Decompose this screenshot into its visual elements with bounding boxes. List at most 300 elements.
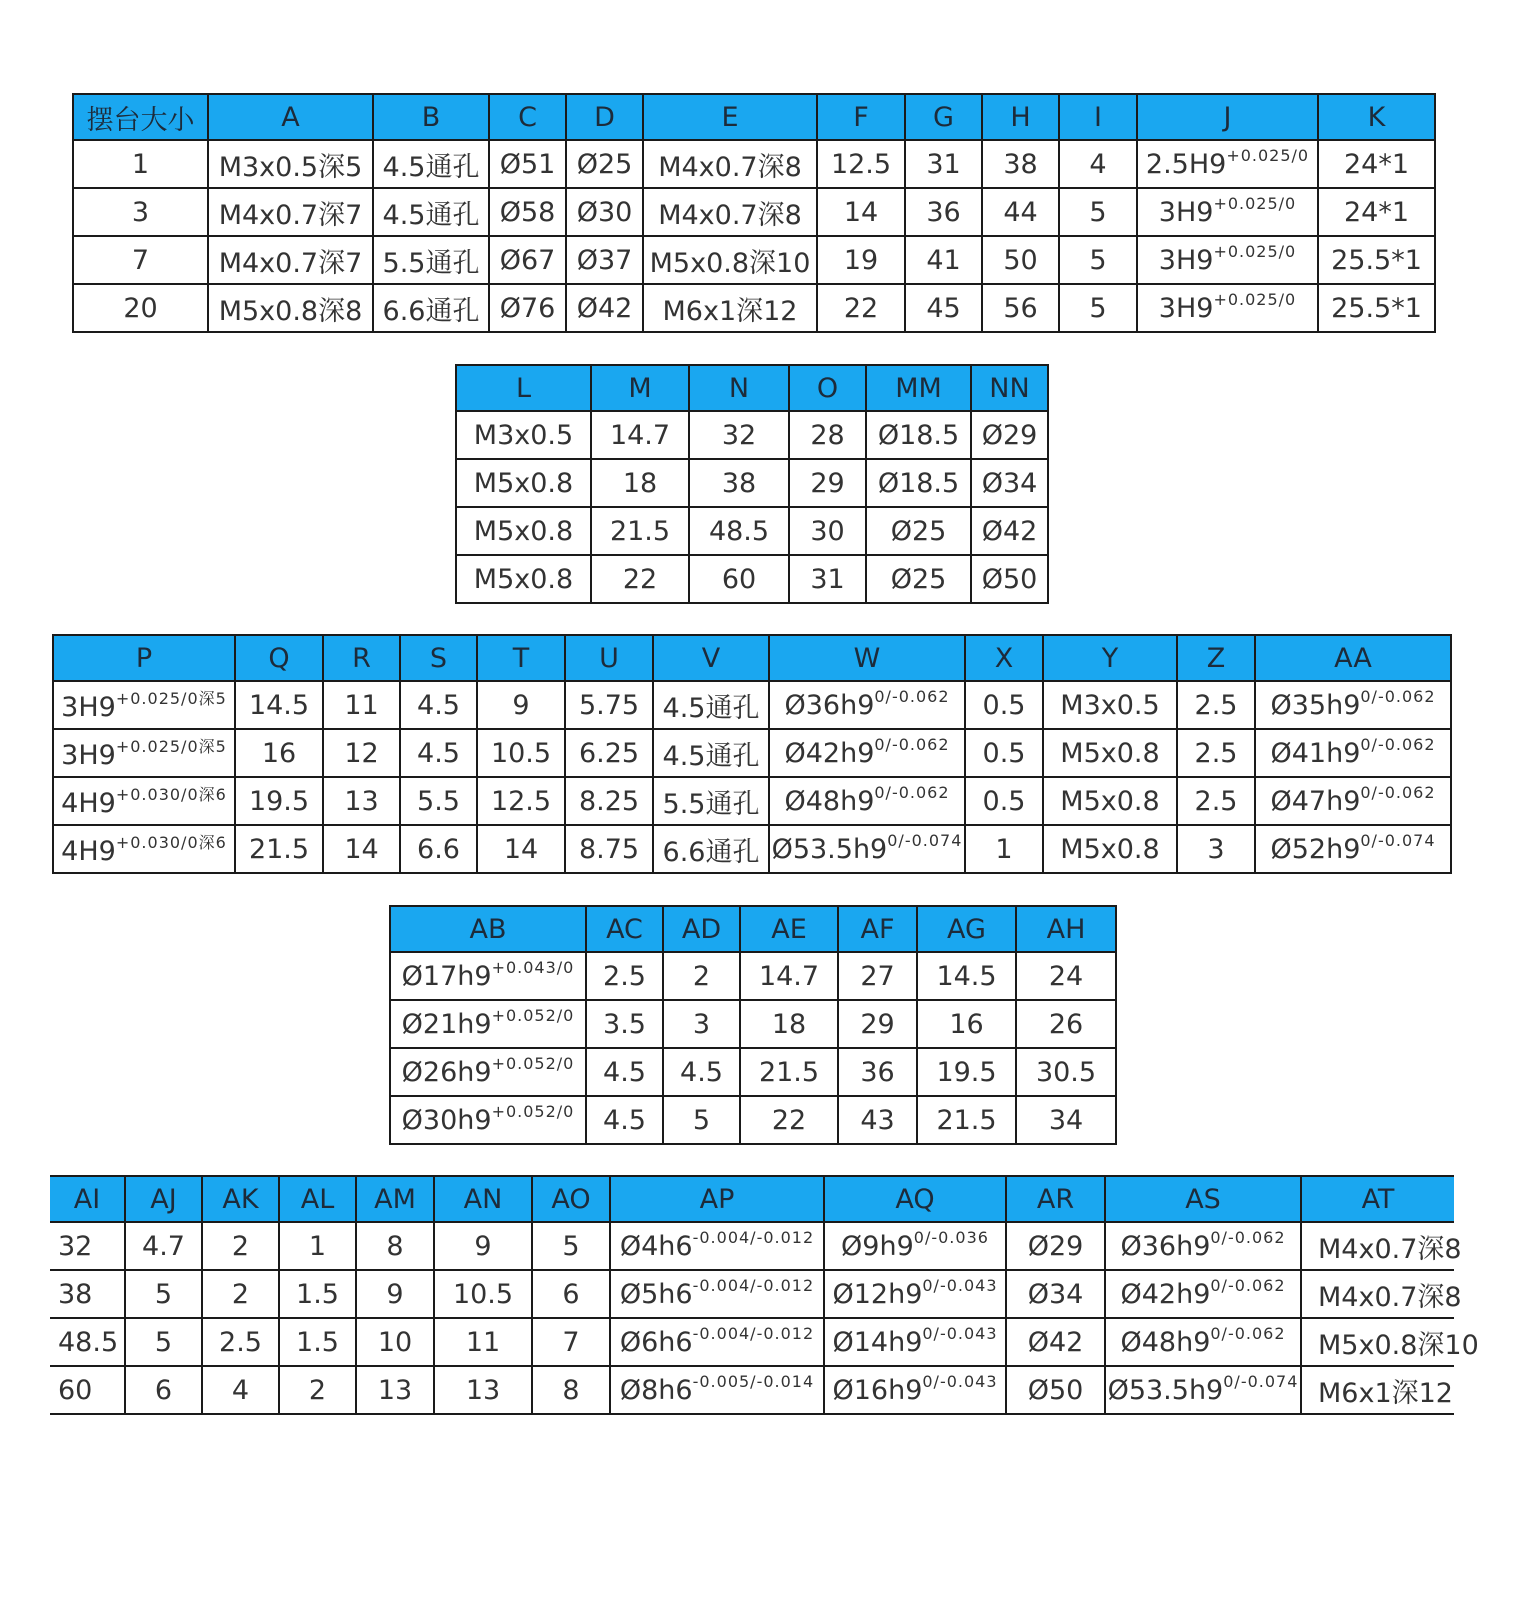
table-cell: [489, 236, 566, 284]
table-cell: [73, 140, 208, 188]
column-header: AK: [202, 1176, 279, 1222]
table-cell: [390, 1048, 586, 1096]
table-cell: [1105, 1222, 1301, 1270]
table-cell: [489, 188, 566, 236]
cell-value: 3: [1207, 833, 1225, 865]
table-cell: [125, 1270, 202, 1318]
table-cell: [653, 825, 769, 873]
table-cell: [817, 188, 905, 236]
table-cell: [769, 729, 965, 777]
table-cell: [434, 1318, 532, 1366]
table-cell: [866, 555, 971, 603]
cell-value: 60: [58, 1374, 93, 1406]
tolerance-superscript: 0/-0.062: [1360, 735, 1436, 754]
table-cell: [235, 681, 323, 729]
cell-value: Ø58: [499, 196, 556, 228]
cell-value: Ø36h9: [784, 690, 875, 721]
cell-value: 1.5: [296, 1326, 339, 1358]
table-cell: [740, 952, 838, 1000]
cell-value: Ø36h9: [1120, 1231, 1211, 1262]
cell-value: 14.5: [936, 960, 997, 992]
cell-value: Ø42: [1027, 1326, 1084, 1358]
tolerance-superscript: -0.004/-0.012: [692, 1228, 815, 1247]
tolerance-superscript: 0/-0.062: [874, 735, 950, 754]
table-cell: [663, 1000, 740, 1048]
table-row: [50, 1222, 1454, 1270]
table-cell: [789, 507, 866, 555]
table-cell: [489, 284, 566, 332]
cell-value: 2: [231, 1278, 250, 1310]
table-cell: [643, 284, 817, 332]
table-cell: [769, 825, 965, 873]
cell-value: 21.5: [758, 1056, 820, 1088]
tolerance-superscript: +0.052/0: [491, 1054, 575, 1073]
table-cell: [905, 188, 982, 236]
table-cell: [202, 1318, 279, 1366]
column-header: J: [1137, 94, 1318, 140]
column-header: Y: [1043, 635, 1177, 681]
cell-value: 8: [562, 1374, 580, 1406]
cell-value: 38: [58, 1278, 93, 1310]
table-cell: [1105, 1366, 1301, 1414]
tolerance-superscript: 0/-0.062: [1360, 687, 1436, 706]
table-cell: [917, 1000, 1016, 1048]
table-cell: [789, 411, 866, 459]
table-cell: [1177, 681, 1255, 729]
table-cell: [356, 1318, 434, 1366]
table-cell: [586, 1000, 663, 1048]
table-cell: [1059, 284, 1137, 332]
cell-value: 16: [261, 737, 297, 769]
table-cell: [591, 459, 689, 507]
cell-value: 14.7: [758, 960, 820, 992]
cell-value: 13: [377, 1374, 413, 1406]
table-cell: [489, 140, 566, 188]
table-cell: [125, 1366, 202, 1414]
cell-value: 10.5: [452, 1278, 514, 1310]
cell-value: 9: [512, 689, 530, 721]
table-cell: [50, 1366, 125, 1414]
cell-value: Ø26h9: [401, 1057, 492, 1088]
table-cell: [643, 188, 817, 236]
cell-value: Ø42: [981, 515, 1038, 547]
table-cell: [373, 140, 489, 188]
column-header: W: [769, 635, 965, 681]
cell-value: 21.5: [936, 1104, 997, 1136]
table-cell: [653, 681, 769, 729]
cell-value: 12.5: [490, 785, 552, 817]
table-cell: [434, 1366, 532, 1414]
column-header: 摆台大小: [73, 94, 208, 140]
column-header: AI: [50, 1176, 125, 1222]
cell-value: M6x1深12: [1318, 1377, 1453, 1409]
table-cell: [866, 507, 971, 555]
column-header: AQ: [824, 1176, 1006, 1222]
cell-value: M3x0.5深5: [218, 151, 363, 183]
table-cell: [53, 777, 235, 825]
table-cell: [838, 1000, 917, 1048]
table-row: [390, 1048, 1116, 1096]
cell-value: Ø34: [1027, 1278, 1084, 1310]
cell-value: Ø42: [576, 292, 633, 324]
table-cell: [591, 555, 689, 603]
table-cell: [769, 681, 965, 729]
cell-value: 8: [386, 1230, 404, 1262]
column-header: O: [789, 365, 866, 411]
table-cell: [235, 777, 323, 825]
table-cell: [566, 236, 643, 284]
table-cell: [982, 140, 1059, 188]
table-cell: [689, 555, 789, 603]
table-row: [53, 825, 1451, 873]
cell-value: Ø42h9: [784, 738, 875, 769]
cell-value: 3H9: [1158, 245, 1214, 276]
cell-value: 4.7: [142, 1230, 185, 1262]
column-header: R: [323, 635, 400, 681]
table-cell: [1255, 825, 1451, 873]
cell-value: 8.75: [578, 833, 640, 865]
table-cell: [769, 777, 965, 825]
cell-value: Ø9h9: [841, 1231, 914, 1262]
table-cell: [279, 1366, 356, 1414]
table-cell: [1255, 681, 1451, 729]
tolerance-superscript: +0.030/0深6: [115, 832, 227, 852]
spec-table-4: [389, 905, 1117, 1145]
table-cell: [400, 825, 477, 873]
table-cell: [1137, 236, 1318, 284]
table-cell: [1301, 1270, 1462, 1318]
table-cell: [982, 236, 1059, 284]
column-header: L: [456, 365, 591, 411]
table-cell: [565, 777, 653, 825]
cell-value: 31: [810, 563, 845, 595]
table-row: [53, 777, 1451, 825]
cell-value: Ø30: [576, 196, 633, 228]
table-cell: [1016, 1096, 1116, 1144]
table-cell: [965, 729, 1043, 777]
column-header: H: [982, 94, 1059, 140]
table-cell: [434, 1270, 532, 1318]
column-header: N: [689, 365, 789, 411]
table-cell: [1105, 1270, 1301, 1318]
cell-value: M4x0.7深8: [1318, 1233, 1462, 1265]
table-cell: [400, 729, 477, 777]
cell-value: 2.5: [1194, 785, 1238, 817]
cell-value: Ø29: [981, 419, 1038, 451]
cell-value: 30.5: [1035, 1056, 1097, 1088]
table-cell: [1255, 729, 1451, 777]
table-cell: [789, 459, 866, 507]
table-cell: [477, 681, 565, 729]
table-cell: [73, 284, 208, 332]
table-cell: [1016, 1000, 1116, 1048]
tolerance-superscript: 0/-0.043: [922, 1276, 998, 1295]
table-cell: [1043, 681, 1177, 729]
column-header: AD: [663, 906, 740, 952]
cell-value: 19: [843, 244, 879, 276]
table-cell: [73, 236, 208, 284]
header-row: [53, 635, 1451, 681]
table-cell: [373, 188, 489, 236]
table-cell: [610, 1270, 824, 1318]
table-cell: [689, 411, 789, 459]
tolerance-superscript: +0.043/0: [491, 958, 575, 977]
table-cell: [323, 729, 400, 777]
cell-value: Ø48h9: [1120, 1327, 1211, 1358]
table-cell: [1043, 729, 1177, 777]
cell-value: 38: [1003, 148, 1038, 180]
cell-value: Ø4h6: [619, 1231, 693, 1262]
table-row: [73, 188, 1435, 236]
cell-value: 5: [692, 1104, 711, 1136]
cell-value: 1.5: [296, 1278, 339, 1310]
table-cell: [740, 1048, 838, 1096]
cell-value: M5x0.8: [1060, 785, 1160, 817]
table-cell: [824, 1366, 1006, 1414]
table-cell: [202, 1270, 279, 1318]
column-header: AS: [1105, 1176, 1301, 1222]
tolerance-superscript: 0/-0.062: [874, 687, 950, 706]
cell-value: 5.5: [417, 785, 460, 817]
cell-value: 56: [1003, 292, 1038, 324]
table-cell: [125, 1222, 202, 1270]
table-cell: [323, 777, 400, 825]
cell-value: 6: [562, 1278, 580, 1310]
table-cell: [279, 1222, 356, 1270]
table-cell: [817, 236, 905, 284]
table-cell: [1043, 825, 1177, 873]
cell-value: 1: [308, 1230, 327, 1262]
table-row: [390, 952, 1116, 1000]
table-cell: [1318, 284, 1435, 332]
table-cell: [965, 777, 1043, 825]
table-row: [53, 729, 1451, 777]
table-cell: [610, 1366, 824, 1414]
column-header: AH: [1016, 906, 1116, 952]
cell-value: Ø5h6: [619, 1279, 693, 1310]
cell-value: 6.6通孔: [662, 836, 760, 868]
table-cell: [965, 825, 1043, 873]
table-cell: [982, 284, 1059, 332]
cell-value: Ø17h9: [401, 961, 492, 992]
table-cell: [1318, 188, 1435, 236]
table-row: [73, 236, 1435, 284]
table-cell: [982, 188, 1059, 236]
table-cell: [838, 1096, 917, 1144]
cell-value: 14: [503, 833, 539, 865]
cell-value: 19.5: [936, 1056, 997, 1088]
cell-value: 21.5: [248, 833, 310, 865]
column-header: M: [591, 365, 689, 411]
cell-value: 20: [123, 292, 158, 324]
column-header: Q: [235, 635, 323, 681]
spec-table-2: [455, 364, 1049, 604]
cell-value: Ø51: [499, 148, 556, 180]
column-header: C: [489, 94, 566, 140]
table-cell: [1301, 1318, 1479, 1366]
cell-value: 6.25: [578, 737, 640, 769]
cell-value: 50: [1003, 244, 1038, 276]
table-cell: [1105, 1318, 1301, 1366]
cell-value: 4.5: [680, 1056, 723, 1088]
cell-value: 3: [692, 1008, 711, 1040]
table-cell: [905, 140, 982, 188]
cell-value: Ø35h9: [1270, 690, 1361, 721]
column-header: MM: [866, 365, 971, 411]
table-cell: [653, 729, 769, 777]
cell-value: 11: [344, 689, 379, 721]
cell-value: 1: [995, 833, 1013, 865]
cell-value: 26: [1048, 1008, 1084, 1040]
header-row: [73, 94, 1435, 140]
cell-value: 60: [721, 563, 757, 595]
table-cell: [1006, 1318, 1105, 1366]
cell-value: M4x0.7深7: [218, 199, 363, 231]
table-cell: [917, 1096, 1016, 1144]
cell-value: 14.7: [609, 419, 671, 451]
table-cell: [1059, 188, 1137, 236]
table-cell: [373, 236, 489, 284]
table-cell: [689, 459, 789, 507]
table-row: [390, 1096, 1116, 1144]
cell-value: Ø16h9: [832, 1375, 923, 1406]
table-cell: [356, 1270, 434, 1318]
table-row: [456, 459, 1048, 507]
table-cell: [565, 729, 653, 777]
cell-value: 2.5: [219, 1326, 262, 1358]
cell-value: 25.5*1: [1331, 244, 1422, 276]
table-cell: [323, 825, 400, 873]
cell-value: 4.5通孔: [382, 199, 480, 231]
cell-value: 0.5: [982, 689, 1026, 721]
header-row: [456, 365, 1048, 411]
cell-value: Ø18.5: [877, 467, 960, 499]
cell-value: M3x0.5: [1060, 689, 1160, 721]
table-cell: [456, 507, 591, 555]
tolerance-superscript: 0/-0.074: [1360, 831, 1436, 850]
cell-value: Ø25: [576, 148, 633, 180]
cell-value: 5.5通孔: [662, 788, 760, 820]
column-header: V: [653, 635, 769, 681]
cell-value: 12: [344, 737, 379, 769]
column-header: AF: [838, 906, 917, 952]
table-cell: [532, 1270, 610, 1318]
cell-value: 9: [386, 1278, 404, 1310]
cell-value: 2.5: [1194, 689, 1238, 721]
column-header: D: [566, 94, 643, 140]
cell-value: 2.5: [603, 960, 646, 992]
table-cell: [965, 681, 1043, 729]
table-row: [73, 140, 1435, 188]
table-row: [456, 411, 1048, 459]
table-cell: [566, 140, 643, 188]
cell-value: 9: [474, 1230, 492, 1262]
cell-value: 43: [860, 1104, 895, 1136]
table-cell: [838, 1048, 917, 1096]
table-cell: [905, 236, 982, 284]
cell-value: 28: [810, 419, 845, 451]
table-cell: [586, 1096, 663, 1144]
cell-value: 5: [562, 1230, 580, 1262]
tolerance-superscript: 0/-0.062: [1210, 1276, 1286, 1295]
cell-value: 4H9: [61, 787, 116, 819]
cell-value: Ø14h9: [832, 1327, 923, 1358]
tolerance-superscript: 0/-0.062: [874, 783, 950, 802]
table-cell: [971, 555, 1048, 603]
cell-value: 2: [692, 960, 711, 992]
table-cell: [643, 140, 817, 188]
table-cell: [838, 952, 917, 1000]
table-cell: [532, 1366, 610, 1414]
column-header: AB: [390, 906, 586, 952]
cell-value: 5.5通孔: [382, 247, 480, 279]
cell-value: Ø41h9: [1270, 738, 1361, 769]
table-cell: [208, 236, 373, 284]
table-cell: [1301, 1366, 1454, 1414]
table-cell: [566, 188, 643, 236]
cell-value: 5: [154, 1278, 173, 1310]
table-cell: [477, 777, 565, 825]
cell-value: Ø53.5h9: [771, 834, 888, 865]
table-cell: [50, 1318, 125, 1366]
cell-value: 19.5: [248, 785, 310, 817]
table-row: [50, 1318, 1454, 1366]
cell-value: Ø30h9: [401, 1105, 492, 1136]
cell-value: 14: [843, 196, 879, 228]
cell-value: 22: [771, 1104, 807, 1136]
table-cell: [586, 952, 663, 1000]
table-cell: [390, 1096, 586, 1144]
cell-value: Ø42h9: [1120, 1279, 1211, 1310]
table-cell: [235, 729, 323, 777]
table-cell: [202, 1366, 279, 1414]
table-cell: [591, 411, 689, 459]
table-cell: [610, 1318, 824, 1366]
cell-value: 2.5: [1194, 737, 1238, 769]
cell-value: 6.6: [417, 833, 460, 865]
cell-value: 11: [465, 1326, 501, 1358]
column-header: F: [817, 94, 905, 140]
tolerance-superscript: +0.025/0: [1226, 146, 1310, 165]
cell-value: Ø6h6: [619, 1327, 693, 1358]
table-cell: [789, 555, 866, 603]
table-cell: [1137, 188, 1318, 236]
column-header: AJ: [125, 1176, 202, 1222]
cell-value: 41: [926, 244, 961, 276]
cell-value: 13: [465, 1374, 501, 1406]
tolerance-superscript: +0.025/0: [1213, 242, 1297, 261]
table-cell: [356, 1222, 434, 1270]
table-cell: [643, 236, 817, 284]
table-cell: [279, 1270, 356, 1318]
cell-value: Ø37: [576, 244, 633, 276]
cell-value: 4.5通孔: [662, 692, 760, 724]
table-cell: [356, 1366, 434, 1414]
table-cell: [532, 1318, 610, 1366]
cell-value: 0.5: [982, 737, 1026, 769]
table-cell: [202, 1222, 279, 1270]
cell-value: 12.5: [830, 148, 892, 180]
tolerance-superscript: 0/-0.043: [922, 1324, 998, 1343]
table-cell: [50, 1270, 125, 1318]
table-cell: [817, 284, 905, 332]
cell-value: M5x0.8: [1060, 737, 1160, 769]
cell-value: 36: [860, 1056, 895, 1088]
table-cell: [477, 825, 565, 873]
cell-value: M4x0.7深7: [218, 247, 363, 279]
table-cell: [663, 1048, 740, 1096]
cell-value: 4.5: [603, 1056, 646, 1088]
